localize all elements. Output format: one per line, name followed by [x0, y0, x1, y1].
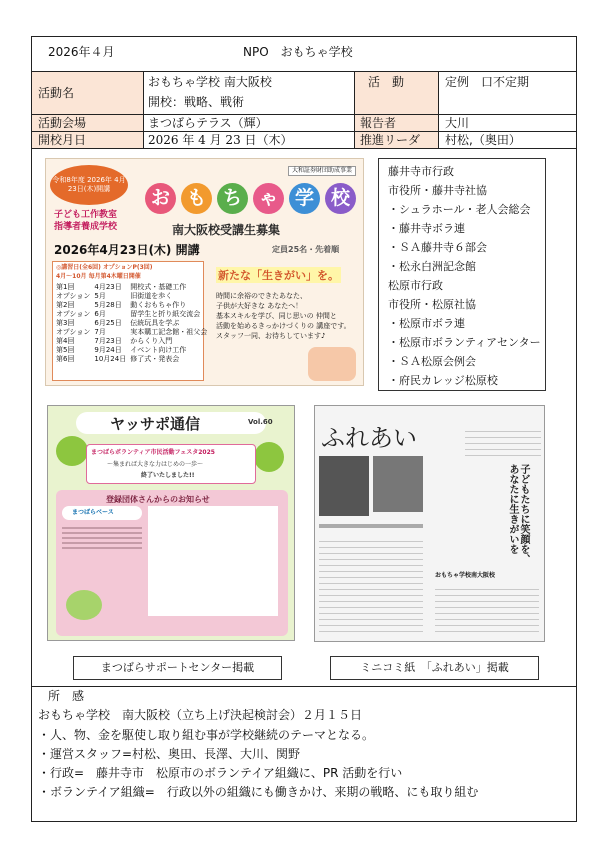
divider	[31, 148, 577, 149]
schedule-date: 5月	[94, 292, 106, 300]
table-row	[54, 319, 209, 328]
poster-title-char: 校	[325, 183, 356, 214]
caption-right: ミニコミ紙 「ふれあい」掲載	[330, 656, 539, 680]
photo-image	[373, 456, 423, 512]
poster-body-line: 基本スキルを学び、同じ思いの 仲間と	[216, 312, 337, 320]
schedule-date: 7月	[94, 328, 106, 336]
venue-value: まつばらテラス（輝）	[148, 116, 268, 130]
divider	[438, 71, 439, 149]
list-item: ・府民カレッジ松原校	[388, 374, 498, 387]
date-value: 2026 年 4 月 23 日（木）	[148, 133, 293, 147]
list-item: ・ＳＡ松原会例会	[388, 355, 476, 368]
table-row	[54, 328, 209, 337]
activity-name-label: 活動名	[38, 86, 75, 100]
contact-text-block	[465, 426, 541, 456]
poster-title-char: ゃ	[253, 183, 284, 214]
list-item: ・シュラホール・老人会総会	[388, 203, 531, 216]
poster-subtitle-2: 指導者養成学校	[54, 222, 118, 232]
mascot-image	[66, 590, 102, 620]
caption-left: まつばらサポートセンター掲載	[73, 656, 282, 680]
impressions-line: ・行政= 藤井寺市 松原市のボランテイア組織に、PR 活動を行い	[38, 766, 403, 780]
schedule-date: 7月23日	[94, 337, 122, 345]
schedule-topic: 動くおもちゃ作り	[130, 301, 187, 309]
festa-banner-title: まつばらボランティア市民活動フェスタ2025	[91, 449, 215, 456]
list-item: ・松永白洲記念館	[388, 260, 476, 273]
schedule-topic: 実本購工記念館・祖父会	[130, 328, 208, 336]
table-row	[54, 292, 209, 301]
table-row	[54, 337, 209, 346]
poster-open-date-badge: 令和8年度 2026年 4月23日(木)開講	[50, 165, 128, 205]
organization-list	[388, 164, 544, 390]
poster-title-char: お	[145, 183, 176, 214]
activity-type-value: 定例 口不定期	[445, 75, 530, 89]
poster-title-char: ち	[217, 183, 248, 214]
impressions-line: ・運営スタッフ=村松、奥田、長澤、大川、関野	[38, 747, 301, 761]
list-item: ・藤井寺ボラ連	[388, 222, 465, 235]
impressions-line: おもちゃ学校 南大阪校（立ち上げ決起検討会）２月１５日	[38, 708, 363, 722]
divider	[354, 71, 355, 149]
impressions-heading: 所 感	[48, 689, 85, 703]
list-item: ・ＳＡ藤井寺６部会	[388, 241, 487, 254]
reporter-value: 大川	[445, 116, 470, 130]
table-row	[54, 301, 209, 310]
list-item: ・松原市ボランティアセンター	[388, 336, 541, 349]
impressions-line: ・人、物、金を駆使し取り組む事が学校継続のテーマとなる。	[38, 728, 375, 742]
club-name: まつばらベース	[72, 509, 114, 516]
poster-subtitle-1: 子ども工作教室	[54, 210, 118, 220]
activity-label: 活 動	[368, 75, 405, 89]
poster-body-line: 時間に余裕のできたあなた、	[216, 292, 307, 300]
poster-capacity: 定員25名・先着順	[272, 245, 340, 254]
divider	[31, 686, 577, 687]
poster-recruit-heading: 南大阪校受講生募集	[172, 223, 281, 237]
schedule-date: 5月28日	[94, 301, 122, 309]
poster-body	[216, 291, 351, 341]
poster-course-line: ◎講習日(全6回) オプションP(3回)	[56, 264, 153, 271]
notice-text-block	[62, 524, 142, 564]
paper-title: ふれあい	[321, 424, 417, 452]
divider	[31, 114, 577, 115]
mascot-image	[254, 442, 284, 472]
paper-school-name: おもちゃ学校南大阪校	[435, 572, 496, 579]
schedule-topic: 旧街道を歩く	[130, 292, 173, 300]
illustration-image	[308, 347, 356, 381]
schedule-session: 第5回	[56, 346, 75, 354]
poster-body-line: 子供が大好きな あなたへ！	[216, 302, 303, 310]
poster-open-date: 2026年4月23日(木) 開講	[54, 243, 200, 257]
table-row	[54, 346, 209, 355]
schedule-text-block	[435, 584, 539, 636]
embedded-poster-image	[148, 506, 278, 616]
festa-banner-subtitle: ～集まれば大きな力はじめの一歩～	[107, 461, 204, 468]
poster-title	[145, 183, 357, 217]
schedule-session: 第6回	[56, 355, 75, 363]
leader-label: 推進リーダ	[360, 133, 421, 147]
list-item: 松原市行政	[388, 279, 443, 292]
table-row	[54, 310, 209, 319]
table-row	[54, 355, 209, 364]
date-label: 開校月日	[38, 133, 87, 147]
schedule-date: 6月	[94, 310, 106, 318]
venue-label: 活動会場	[38, 116, 87, 130]
schedule-date: 4月23日	[94, 283, 122, 291]
recruitment-poster	[45, 158, 364, 386]
schedule-session: オプション	[56, 292, 91, 300]
list-item: 市役所・藤井寺社協	[388, 184, 487, 197]
article-text-block	[319, 536, 423, 636]
poster-schedule-box	[52, 261, 208, 381]
schedule-topic: 留学生と折り紙交流会	[130, 310, 201, 318]
organization-name: NPO おもちゃ学校	[243, 45, 353, 59]
schedule-topic: 伝統玩具を学ぶ	[130, 319, 180, 327]
list-item: ・松原市ボラ連	[388, 317, 465, 330]
notice-heading: 登録団体さんからのお知らせ	[106, 495, 210, 504]
schedule-session: オプション	[56, 328, 91, 336]
divider	[143, 71, 144, 149]
schedule-date: 10月24日	[94, 355, 127, 363]
schedule-session: 第2回	[56, 301, 75, 309]
schedule-session: 第1回	[56, 283, 75, 291]
schedule-topic: 修了式・発表会	[130, 355, 180, 363]
mascot-image	[56, 436, 88, 466]
schedule-session: 第3回	[56, 319, 75, 327]
festa-banner	[86, 444, 256, 484]
table-row	[54, 283, 209, 292]
poster-body-line: スタッフ一同、お待ちしています♪	[216, 332, 326, 340]
poster-period-line: 4月～10月 毎月第4木曜日開催	[56, 273, 141, 280]
poster-body-line: 活動を始めるきっかけづくりの 講座です。	[216, 322, 351, 330]
schedule-topic: 開校式・基礎工作	[130, 283, 187, 291]
newsletter-title: ヤッサポ通信	[110, 415, 201, 433]
photo-image	[319, 456, 369, 516]
list-item: 市役所・松原社協	[388, 298, 476, 311]
impressions-line: ・ボランテイア組織= 行政以外の組織にも働きかけ、来期の戦略、にも取り組む	[38, 785, 479, 799]
schedule-date: 6月25日	[94, 319, 122, 327]
reporter-label: 報告者	[360, 116, 397, 130]
activity-name-subvalue: 開校：戦略、戦術	[148, 95, 245, 109]
poster-schedule-table	[54, 283, 209, 364]
caption-line	[319, 524, 423, 528]
report-date: 2026年４月	[48, 45, 115, 59]
schedule-session: 第4回	[56, 337, 75, 345]
poster-title-char: 学	[289, 183, 320, 214]
list-item: 藤井寺市行政	[388, 165, 454, 178]
schedule-date: 9月24日	[94, 346, 122, 354]
poster-catchphrase: 新たな「生きがい」を。	[218, 269, 339, 282]
festa-banner-done: 終了いたしました!!	[141, 472, 195, 479]
poster-title-char: も	[181, 183, 212, 214]
community-paper-scan	[314, 405, 545, 642]
schedule-topic: イベント向け工作	[130, 346, 187, 354]
newsletter-scan	[47, 405, 295, 641]
schedule-session: オプション	[56, 310, 91, 318]
schedule-topic: からくり入門	[130, 337, 173, 345]
poster-sponsor: 大和証券財団助成事業	[288, 166, 356, 176]
newsletter-volume: Vol.60	[248, 418, 273, 426]
paper-headline: 子どもたちに笑顔を、あなたに生きがいを	[507, 464, 529, 564]
activity-name-value: おもちゃ学校 南大阪校	[148, 75, 272, 89]
leader-value: 村松,（奥田）	[445, 133, 521, 147]
